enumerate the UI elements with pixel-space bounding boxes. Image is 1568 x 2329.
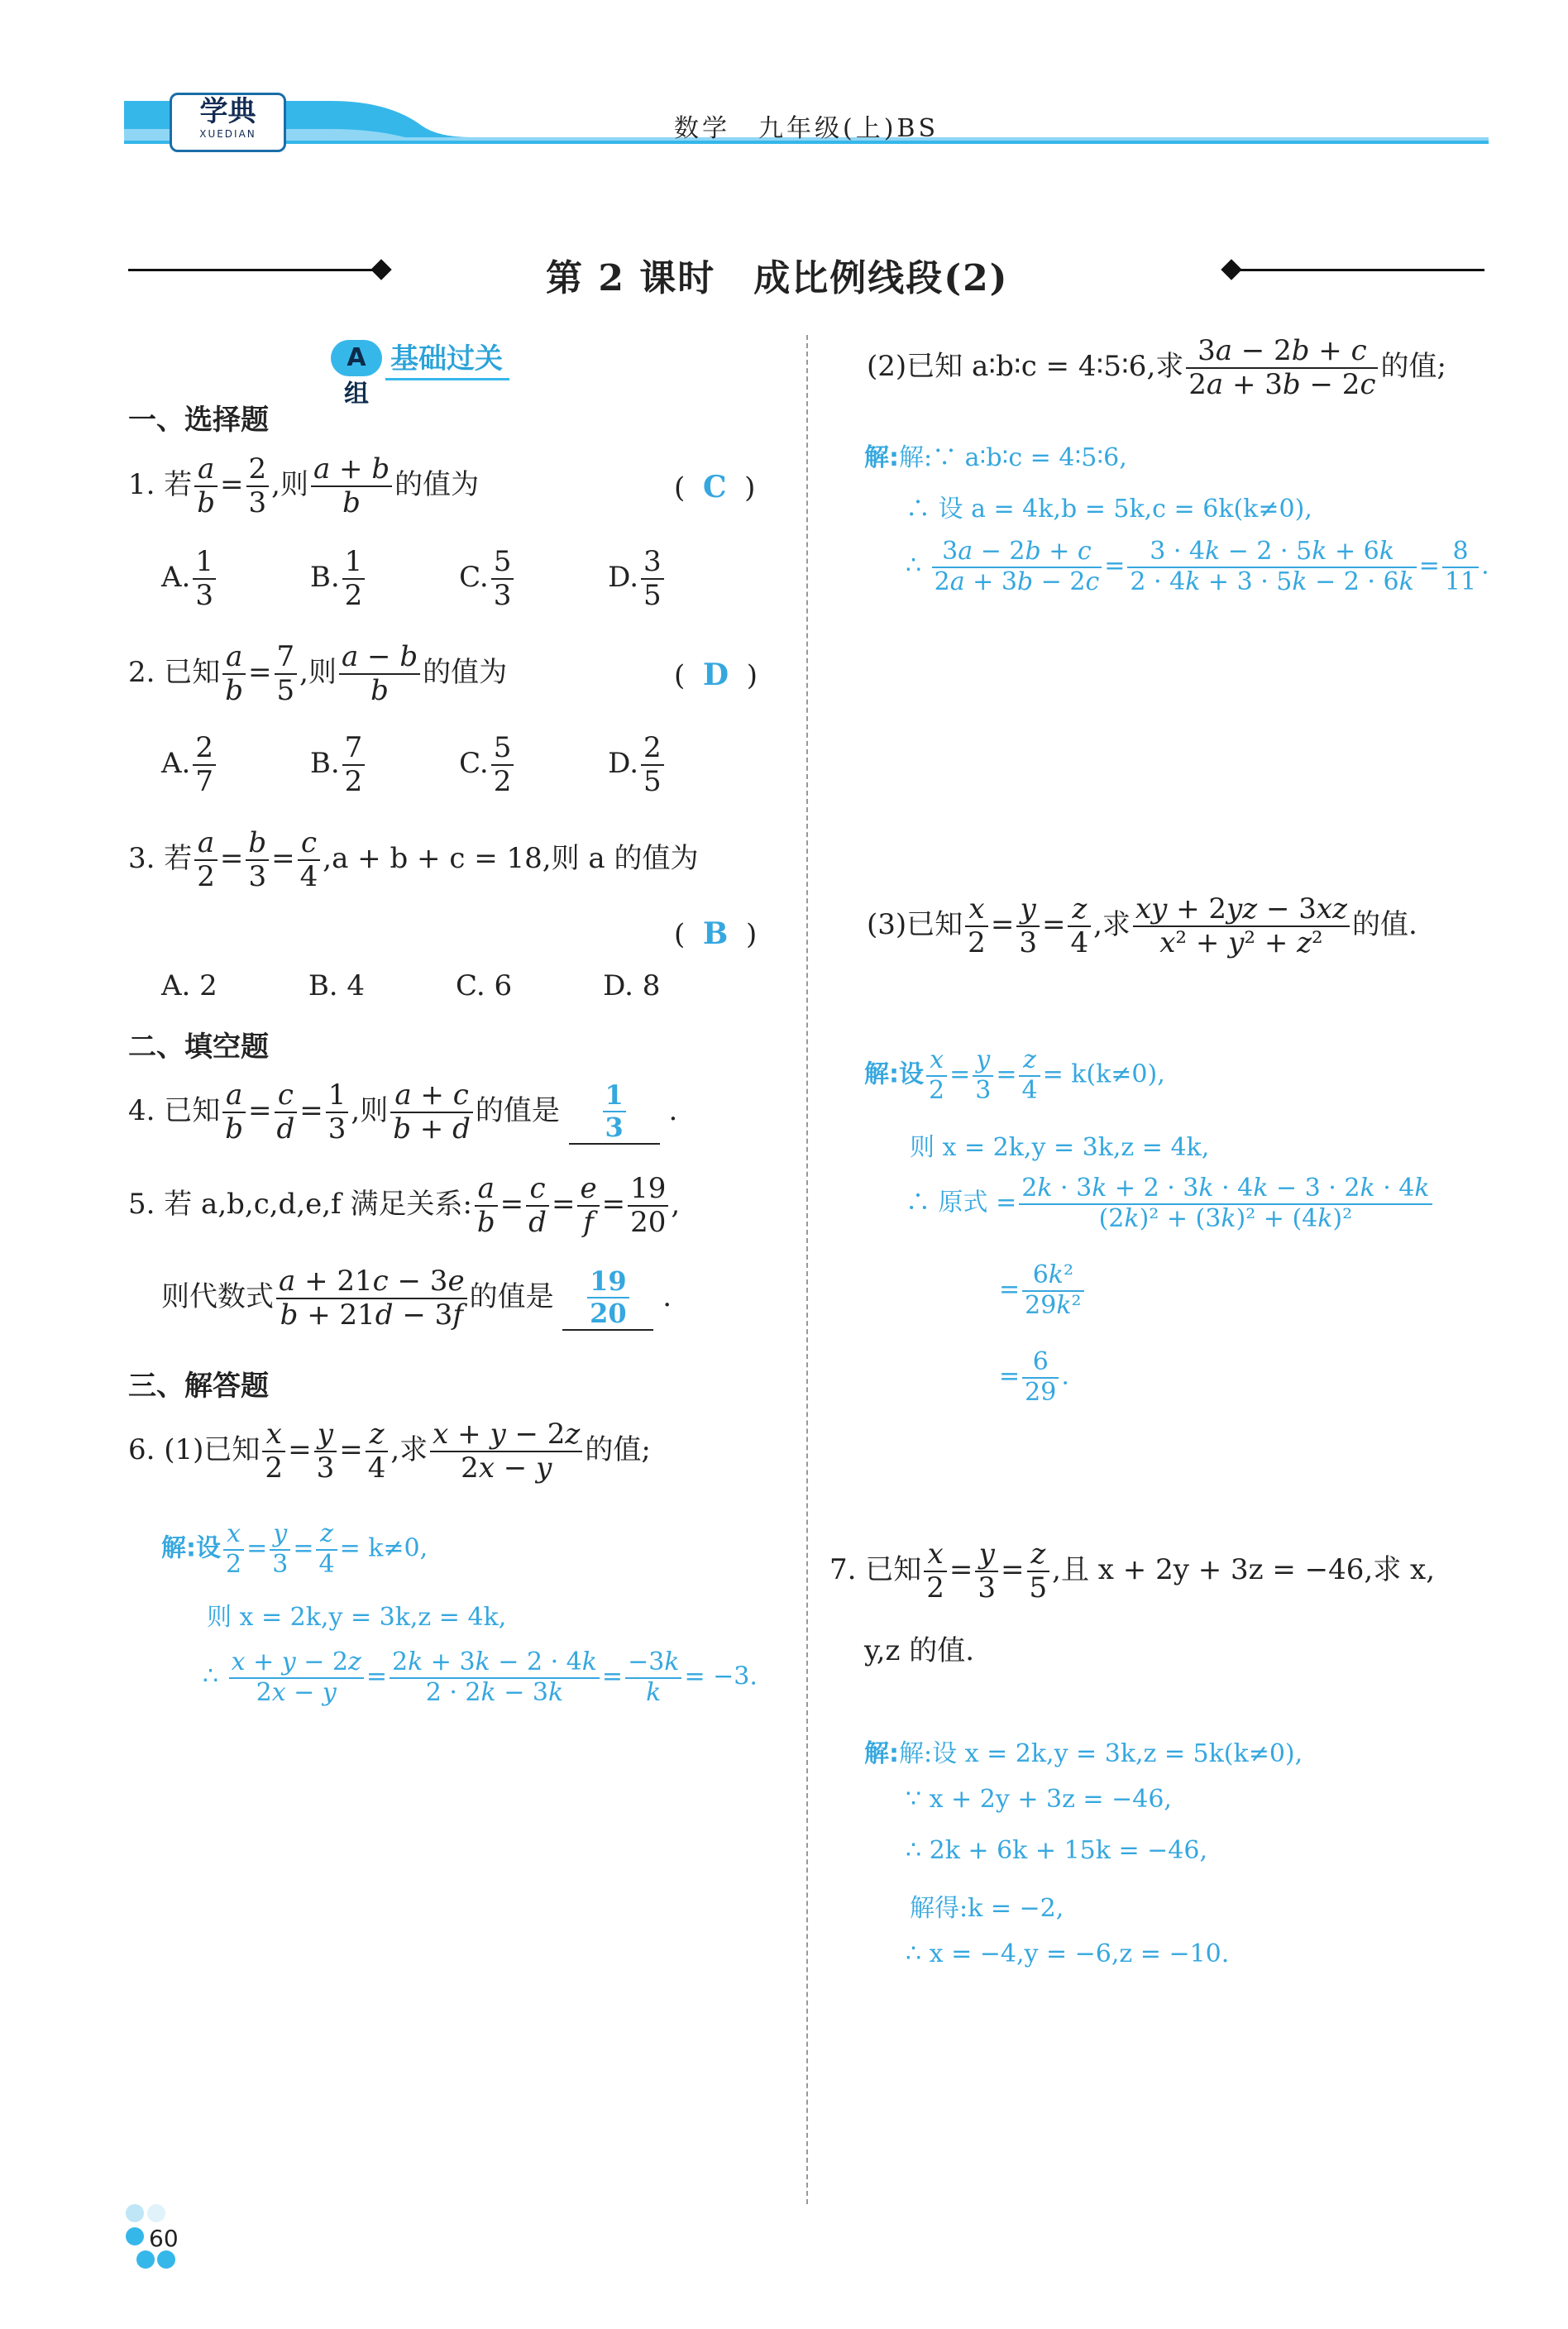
group-a-badge bbox=[331, 336, 509, 409]
group-label: A 组 bbox=[331, 340, 382, 376]
decor-dot bbox=[126, 2204, 144, 2222]
title-rule-right bbox=[1232, 269, 1484, 271]
question-7-line-2: y,z 的值. bbox=[864, 1634, 975, 1667]
lesson-title: 第 2 课时 成比例线段(2) bbox=[546, 257, 1009, 299]
subject-grade-label: 数学 九年级(上)BS bbox=[674, 114, 939, 143]
solution-6-2-step-3: ∴ $\frac{3a - 2b + c}{2a + 3b - 2c}$ = $\frac{3 \cdot 4k - 2 \cdot 5k + 6k}{2 \cdot 4k + 3 \cdot 5k - 2 \cdot 6k}$ = $\frac{8}{11}$ . bbox=[906, 537, 1489, 596]
diamond-icon bbox=[370, 259, 391, 280]
answer-bracket-2: ( D ) bbox=[674, 658, 758, 692]
solution-7-step-2: ∵ x + 2y + 3z = −46, bbox=[906, 1785, 1172, 1814]
solution-7-step-4: 解得:k = −2, bbox=[910, 1894, 1064, 1923]
question-6-1: 6. (1)已知 $\frac{x}{2}$ = $\frac{y}{3}$ = $\frac{z}{4}$ ,求 $\frac{x + y - 2z}{2x - y}$ 的值; bbox=[128, 1418, 651, 1485]
question-5-line-1: 5. 若 a,b,c,d,e,f 满足关系: $\frac{a}{b}$ = $\frac{c}{d}$ = $\frac{e}{f}$ = $\frac{19}{20}$ , bbox=[128, 1172, 681, 1240]
question-2: 2. 已知 $\frac{a}{b}$ = $\frac{7}{5}$ ,则 $\frac{a - b}{b}$ 的值为 bbox=[128, 640, 508, 708]
solution-7-step-5: ∴ x = −4,y = −6,z = −10. bbox=[906, 1939, 1230, 1968]
column-divider bbox=[806, 335, 808, 2204]
answer-blank-4: $\frac{1}{3}$ bbox=[569, 1080, 660, 1145]
question-5-line-2: 则代数式 $\frac{a + 21c - 3e}{b + 21d - 3f}$ 的值是 $\frac{19}{20}$ . bbox=[161, 1265, 672, 1332]
options-2: A. $\frac{2}{7}$ B. $\frac{7}{2}$ C. $\frac{5}{2}$ D. $\frac{2}{5}$ bbox=[161, 732, 667, 798]
solution-6-3-step-1: 解:设 $\frac{x}{2}$ = $\frac{y}{3}$ = $\frac{z}{4}$ = k(k≠0), bbox=[864, 1045, 1165, 1105]
solution-6-3-step-5: = $\frac{6}{29}$ . bbox=[999, 1347, 1069, 1407]
solution-6-1-step-1: 解:设 $\frac{x}{2}$ = $\frac{y}{3}$ = $\frac{z}{4}$ = k≠0, bbox=[161, 1519, 428, 1579]
options-3: A. 2 B. 4 C. 6 D. 8 bbox=[161, 969, 661, 1002]
question-6-2: (2)已知 a∶b∶c = 4∶5∶6,求 $\frac{3a - 2b + c}{2a + 3b - 2c}$ 的值; bbox=[867, 334, 1446, 402]
decor-dot bbox=[147, 2204, 165, 2222]
answer-bracket-1: ( C ) bbox=[674, 470, 756, 505]
decor-dot bbox=[136, 2250, 155, 2269]
answer-2: D bbox=[702, 658, 729, 692]
section-heading-solve: 三、解答题 bbox=[128, 1370, 269, 1403]
title-rule-left bbox=[128, 269, 385, 271]
solution-7-step-1: 解:解:设 x = 2k,y = 3k,z = 5k(k≠0), bbox=[864, 1739, 1303, 1768]
options-1: A. $\frac{1}{3}$ B. $\frac{1}{2}$ C. $\frac{5}{3}$ D. $\frac{3}{5}$ bbox=[161, 546, 667, 612]
answer-bracket-3: ( B ) bbox=[674, 916, 758, 951]
page-number: 60 bbox=[149, 2225, 179, 2252]
section-heading-choice: 一、选择题 bbox=[128, 404, 269, 437]
publisher-logo: 学典 XUEDIAN bbox=[170, 93, 286, 152]
question-7-line-1: 7. 已知 $\frac{x}{2}$ = $\frac{y}{3}$ = $\frac{z}{5}$ ,且 x + 2y + 3z = −46,求 x, bbox=[829, 1538, 1436, 1605]
solution-6-1-step-2: 则 x = 2k,y = 3k,z = 4k, bbox=[207, 1603, 507, 1632]
solution-6-3-step-3: ∴ 原式 = $\frac{2k \cdot 3k + 2 \cdot 3k \cdot 4k - 3 \cdot 2k \cdot 4k}{\text{(2k)² + (3k)² + (4k)²}}$ bbox=[906, 1174, 1435, 1233]
solution-6-3-step-2: 则 x = 2k,y = 3k,z = 4k, bbox=[910, 1133, 1210, 1162]
question-4: 4. 已知 $\frac{a}{b}$ = $\frac{c}{d}$ = $\frac{1}{3}$ ,则 $\frac{a + c}{b + d}$ 的值是 $\frac{1}{3}$ . bbox=[128, 1078, 678, 1146]
answer-blank-5: $\frac{19}{20}$ bbox=[562, 1266, 653, 1331]
decor-dot bbox=[157, 2250, 175, 2269]
decor-dot bbox=[126, 2227, 144, 2245]
solution-6-2-step-1: 解:解:∵ a∶b∶c = 4∶5∶6, bbox=[864, 443, 1127, 472]
solution-6-3-step-4: = $\frac{\text{6k²}}{\text{29k²}}$ bbox=[999, 1261, 1087, 1320]
question-1: 1. 若 $\frac{a}{b}$ = $\frac{2}{3}$ ,则 $\frac{a + b}{b}$ 的值为 bbox=[128, 452, 480, 520]
solution-7-step-3: ∴ 2k + 6k + 15k = −46, bbox=[906, 1836, 1207, 1865]
answer-3: B bbox=[702, 916, 729, 951]
solution-6-1-step-3: ∴ $\frac{x + y - 2z}{2x - y}$ = $\frac{2k + 3k - 2 \cdot 4k}{2 \cdot 2k - 3k}$ = $\frac{-3k}{k}$ = −3. bbox=[203, 1648, 758, 1707]
question-6-3: (3)已知 $\frac{x}{2}$ = $\frac{y}{3}$ = $\frac{z}{4}$ ,求 $\frac{xy + 2yz - 3xz}{\text{x² + y² + z²}}$ 的值. bbox=[867, 892, 1417, 960]
solution-6-2-step-2: ∴ 设 a = 4k,b = 5k,c = 6k(k≠0), bbox=[906, 495, 1312, 524]
group-title: 基础过关 bbox=[385, 336, 509, 380]
answer-1: C bbox=[702, 470, 727, 505]
question-3: 3. 若 $\frac{a}{2}$ = $\frac{b}{3}$ = $\frac{c}{4}$ ,a + b + c = 18,则 a 的值为 bbox=[128, 826, 699, 894]
section-heading-fill: 二、填空题 bbox=[128, 1031, 269, 1064]
